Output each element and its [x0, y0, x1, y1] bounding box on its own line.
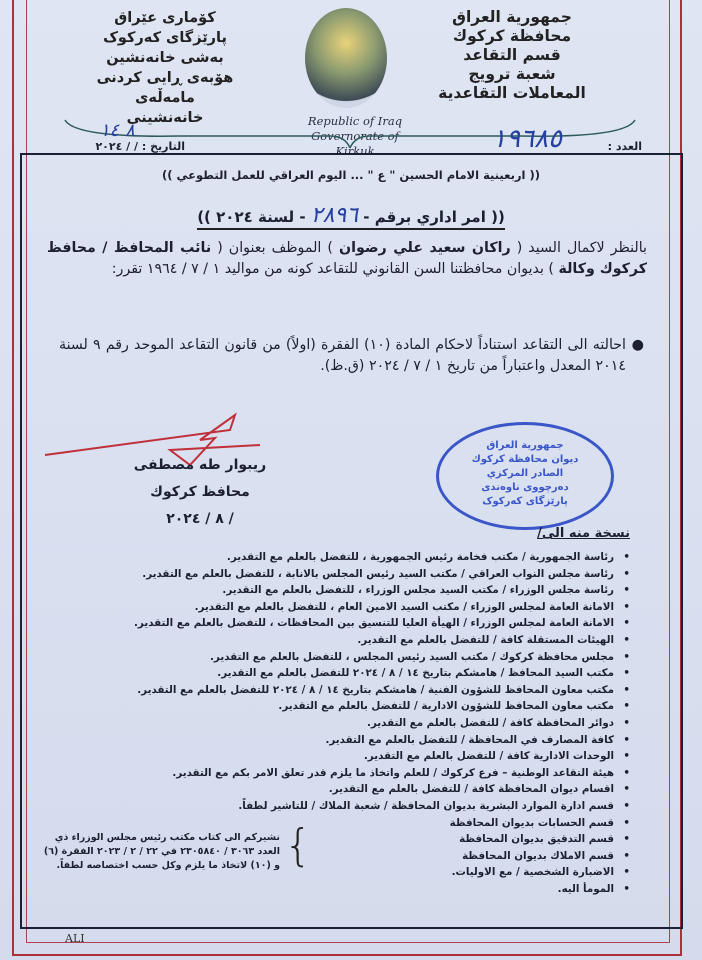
list-item: • الهيئات المستقلة كافة / للتفضل بالعلم مع التقدير. — [70, 632, 630, 649]
list-item: • مكتب معاون المحافظ للشؤون الفنية / هامشكم بتاريخ ١٤ / ٨ / ٢٠٢٤ للتفضل بالعلم مع التقدير. — [70, 682, 630, 699]
letterhead-line: قسم التقاعد — [463, 46, 561, 64]
copies-heading: نسخة منه الى/ — [537, 526, 630, 541]
letterhead-line: هۆبەی ڕایی کردنی — [96, 70, 234, 86]
list-item: • كافة المصارف في المحافظة / للتفضل بالعلم مع التقدير. — [70, 732, 630, 749]
signature-date: / ٨ / ٢٠٢٤ — [166, 511, 234, 527]
list-item: • الامانة العامة لمجلس الوزراء / الهيأة العليا للتنسيق بين المحافظات ، للتفضل بالعلم مع التقدير. — [70, 615, 630, 632]
decision-paragraph — [59, 335, 644, 377]
list-item: • المومأ اليه. — [70, 881, 630, 898]
list-item: • رئاسة مجلس النواب العراقي / مكتب السيد رئيس المجلس بالانابة ، للتفضل بالعلم مع التقدير. — [70, 566, 630, 583]
date-label: التاريخ : / / ٢٠٢٤ — [95, 140, 185, 153]
stamp-line: پارێزگای کەرکوک — [482, 496, 568, 507]
signatory-name: ريبوار طه مصطفى — [133, 457, 267, 473]
list-item: • رئاسة مجلس الوزراء / مكتب السيد مجلس الوزراء ، للتفضل بالعلم مع التقدير. — [70, 582, 630, 599]
signature-block — [120, 452, 280, 533]
stamp-line: جمهورية العراق — [486, 440, 564, 451]
stamp-line: ديوان محافظة كركوك — [471, 454, 579, 465]
grouping-brace: { — [284, 820, 312, 871]
list-item: • هيئة التقاعد الوطنية – فرع كركوك / للعلم واتخاذ ما يلزم قدر تعلق الامر بكم مع التقدير. — [70, 765, 630, 782]
list-item: • الاضبارة الشخصية / مع الاوليات. — [70, 864, 630, 881]
list-item: • قسم ادارة الموارد البشرية بديوان المحافظة / شعبة الملاك / للتاشير لطفاً. — [70, 798, 630, 815]
letterhead-line: کۆماری عێراق — [114, 10, 216, 26]
arabic-letterhead — [422, 8, 602, 103]
list-item: • مجلس محافظة كركوك / مكتب السيد رئيس المجلس ، للتفضل بالعلم مع التقدير. — [70, 649, 630, 666]
kirkuk-governorate-logo — [305, 8, 387, 108]
number-label: العدد : — [607, 140, 642, 153]
letterhead-line: Governorate of Kirkuk — [311, 129, 399, 158]
text: بالنظر لاكمال السيد ( — [516, 240, 648, 256]
text: ) الموظف بعنوان ( — [217, 240, 333, 256]
signatory-position: محافظ كركوك — [150, 484, 250, 500]
order-suffix: - لسنة ٢٠٢٤ )) — [197, 208, 306, 226]
stamp-line: دەرچووی ناوەندی — [481, 482, 569, 493]
list-item: • قسم التدقيق بديوان المحافظة — [70, 831, 630, 848]
list-item: • رئاسة الجمهورية / مكتب فخامة رئيس الجمهورية ، للتفضل بالعلم مع التقدير. — [70, 549, 630, 566]
employee-name: راكان سعيد علي رضوان — [338, 240, 511, 256]
list-item: • الوحدات الادارية كافة / للتفضل بالعلم مع التقدير. — [70, 748, 630, 765]
list-item: • قسم الحسابات بديوان المحافظة — [70, 815, 630, 832]
typist-initials: ALI — [65, 932, 85, 945]
handwritten-number: ١٩٦٨٥ — [492, 124, 562, 154]
text: ) بديوان محافظتنا السن القانوني للتقاعد كونه من مواليد ١ / ٧ / ١٩٦٤ تقرر: — [111, 261, 554, 277]
letterhead-line: محافظة كركوك — [452, 27, 572, 45]
letterhead-line: پارێزگای کەرکوک — [103, 30, 227, 46]
list-item: • اقسام ديوان المحافظة كافة / للتفضل بالعلم مع التقدير. — [70, 781, 630, 798]
body-paragraph — [47, 238, 647, 280]
letterhead-line: Republic of Iraq — [307, 114, 403, 128]
list-item: • الامانة العامة لمجلس الوزراء / مكتب السيد الامين العام ، للتفضل بالعلم مع التقدير. — [70, 599, 630, 616]
stamp-line: الصادر المركزي — [486, 468, 564, 479]
bullet-icon: ● — [631, 337, 644, 353]
order-number-handwritten: ٢٨٩٦ — [310, 203, 359, 228]
letterhead-line: جمهورية العراق — [452, 8, 572, 26]
letterhead-line: مامەڵەی خانەنشینی — [126, 90, 204, 126]
list-item: • مكتب معاون المحافظ للشؤون الادارية / للتفضل بالعلم مع التقدير. — [70, 698, 630, 715]
list-item: • دوائر المحافظة كافة / للتفضل بالعلم مع التقدير. — [70, 715, 630, 732]
list-item: • مكتب السيد المحافظ / هامشكم بتاريخ ١٤ / ٨ / ٢٠٢٤ للتفضل بالعلم مع التقدير. — [70, 665, 630, 682]
occasion-heading: (( اربعينية الامام الحسين " ع " ... اليوم العراقي للعمل التطوعي )) — [161, 168, 541, 182]
order-title — [0, 203, 702, 228]
handwritten-date: ٨ ١٤ — [100, 120, 135, 141]
decision-text: احالته الى التقاعد استناداً لاحكام المادة (١٠) الفقرة (اولاً) من قانون التقاعد الموحد رقم ٩ لسنة ٢٠١٤ المعدل واعتباراً من تاريخ ١ / ٧ / ٢٠٢٤ (ق.ظ). — [59, 337, 626, 374]
grouped-items-note: نشيركم الى كتاب مكتب رئيس مجلس الوزراء ذي العدد ٣٠٦٣ / ٢٣٠٥٨٤٠ في ٢٢ / ٢ / ٢٠٢٣ الفقرة (٦) و (١٠) لاتخاذ ما يلزم وكل حسب اختصاصه لطفاً. — [43, 832, 280, 871]
letterhead-line: المعاملات التقاعدية — [438, 84, 586, 102]
employee-title: نائب المحافظ / محافظ كركوك وكالة — [47, 240, 647, 277]
official-stamp — [436, 422, 614, 530]
kurdish-letterhead — [95, 8, 235, 128]
order-prefix: (( امر اداري برقم - — [363, 208, 505, 226]
letterhead-line: شعبة ترويج — [468, 65, 556, 83]
letterhead-line: بەشی خانەنشین — [106, 50, 224, 66]
list-item: • قسم الاملاك بديوان المحافظة — [70, 848, 630, 865]
